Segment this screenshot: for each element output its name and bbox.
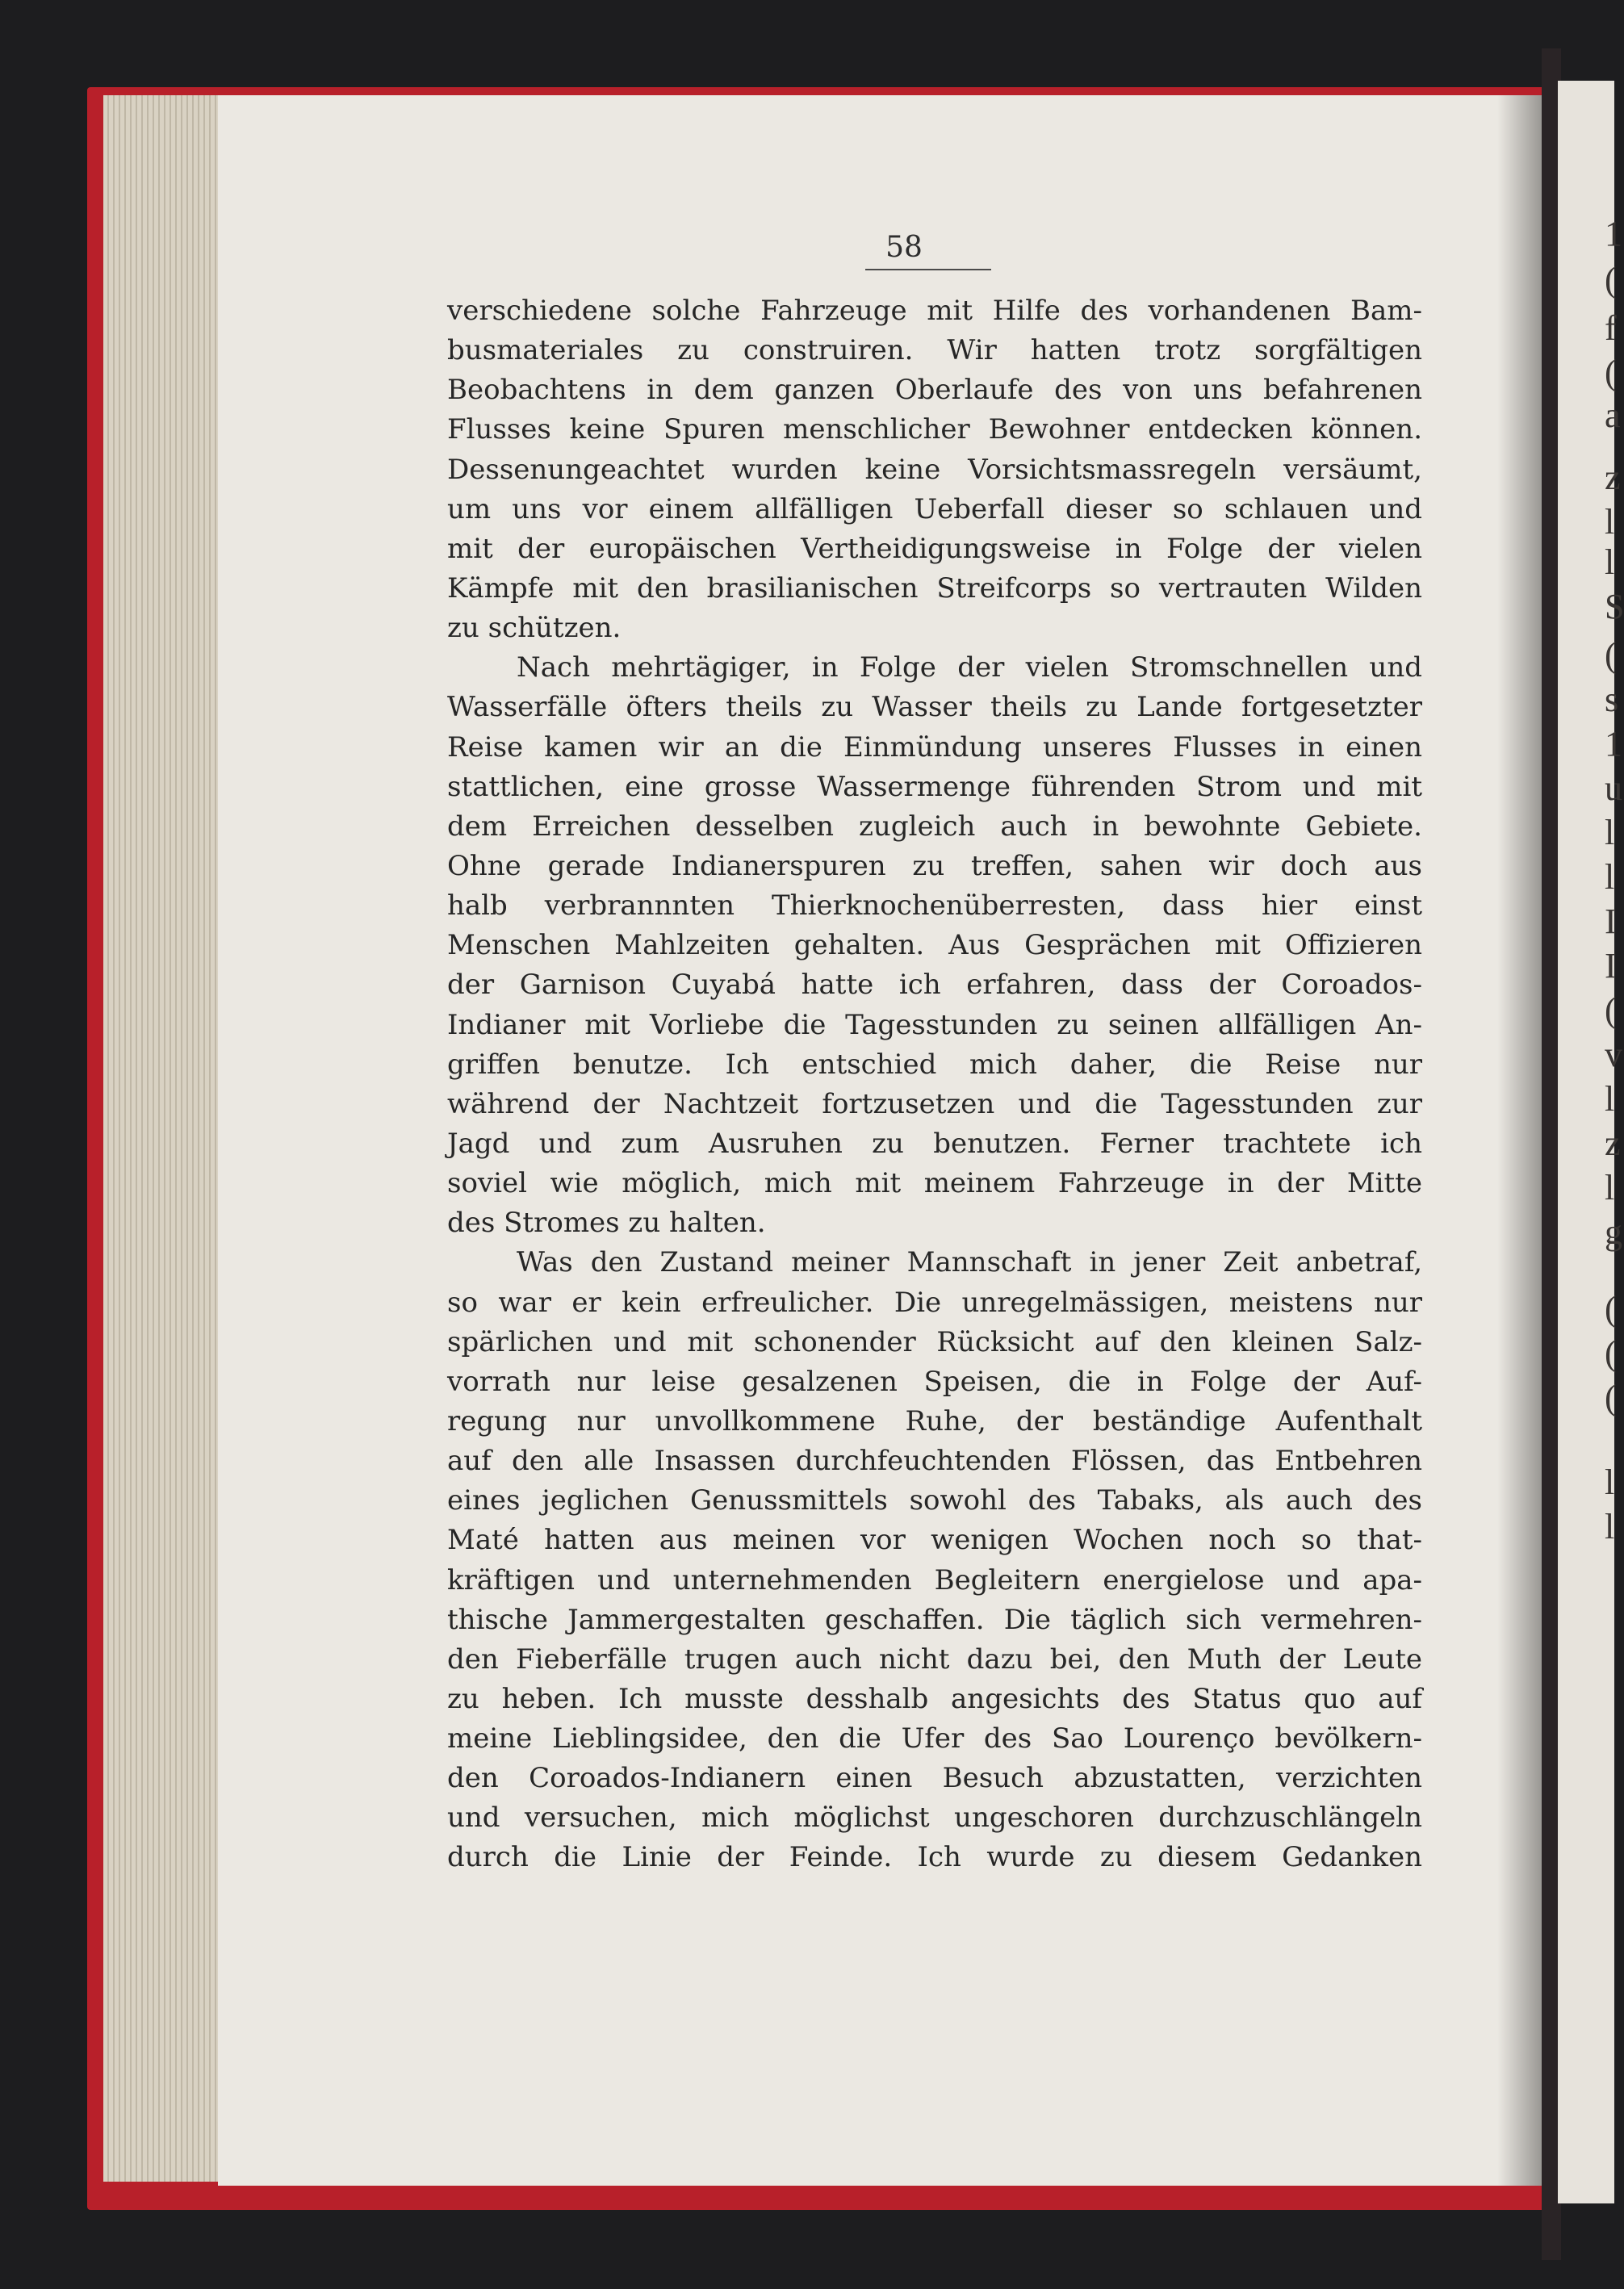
facing-page-glyph: s: [1605, 680, 1619, 719]
text-line: mit der europäischen Vertheidigungsweise in Folge der vielen: [447, 532, 1422, 565]
text-line: Ohne gerade Indianerspuren zu treffen, sahen wir doch aus: [447, 849, 1422, 882]
text-line: Was den Zustand meiner Mannschaft in jener Zeit anbetraf,: [517, 1246, 1422, 1279]
facing-page-glyph: f: [1605, 308, 1617, 348]
text-line: zu heben. Ich musste desshalb angesichts des Status quo auf: [447, 1682, 1422, 1715]
text-line: Menschen Mahlzeiten gehalten. Aus Gesprächen mit Offizieren: [447, 929, 1422, 962]
text-line: der Garnison Cuyabá hatte ich erfahren, dass der Coroados-: [447, 969, 1422, 1002]
facing-page-glyph: I: [1605, 946, 1617, 985]
text-line: verschiedene solche Fahrzeuge mit Hilfe des vorhandenen Bam-: [447, 295, 1422, 327]
text-line: auf den alle Insassen durchfeuchtenden Flössen, das Entbehren: [447, 1445, 1422, 1478]
facing-page-glyph: a: [1605, 395, 1621, 435]
text-line: Kämpfe mit den brasilianischen Streifcorps so vertrauten Wilden: [447, 571, 1422, 605]
text-line: Reise kamen wir an die Einmündung unseres Flusses in einen: [447, 730, 1422, 764]
facing-page-glyph: (: [1605, 353, 1617, 392]
page-number-rule: [865, 269, 991, 270]
text-line: halb verbrannnten Thierknochenüberresten, dass hier einst: [447, 889, 1422, 923]
facing-page-glyph: (: [1605, 1289, 1617, 1329]
text-line: regung nur unvollkommene Ruhe, der beständige Aufenthalt: [447, 1404, 1422, 1437]
facing-page-glyph: l: [1605, 502, 1615, 542]
facing-page-edge: [1558, 81, 1624, 2203]
facing-page-glyph: l: [1605, 857, 1615, 897]
text-line: Flusses keine Spuren menschlicher Bewohner entdecken können.: [447, 413, 1422, 446]
facing-page-glyph: l: [1605, 1507, 1615, 1546]
text-line: busmateriales zu construiren. Wir hatten trotz sorgfältigen: [447, 334, 1422, 367]
text-line: Wasserfälle öfters theils zu Wasser theils zu Lande fortgesetzter: [447, 691, 1422, 724]
text-line: spärlichen und mit schonender Rücksicht auf den kleinen Salz-: [447, 1325, 1422, 1358]
page-number: 58: [885, 231, 923, 264]
text-line: um uns vor einem allfälligen Ueberfall dieser so schlauen und: [447, 492, 1422, 525]
facing-page-glyph: g: [1605, 1212, 1622, 1252]
page-edges: [103, 95, 231, 2182]
text-line: Dessenungeachtet wurden keine Vorsichtsmassregeln versäumt,: [447, 453, 1422, 486]
text-line: Jagd und zum Ausruhen zu benutzen. Ferner trachtete ich: [447, 1127, 1422, 1160]
text-line: des Stromes zu halten.: [447, 1207, 766, 1240]
text-line: Indianer mit Vorliebe die Tagesstunden zu seinen allfälligen An-: [447, 1008, 1422, 1041]
text-line: stattlichen, eine grosse Wassermenge führenden Strom und mit: [447, 770, 1422, 803]
facing-page-glyph: z: [1605, 1124, 1621, 1163]
text-line: während der Nachtzeit fortzusetzen und die Tagesstunden zur: [447, 1087, 1422, 1120]
text-line: meine Lieblingsidee, den die Ufer des Sao Lourenço bevölkern-: [447, 1722, 1422, 1755]
facing-page-glyph: u: [1605, 768, 1622, 808]
body-text: [447, 291, 1422, 1878]
text-line: Beobachtens in dem ganzen Oberlaufe des von uns befahrenen: [447, 374, 1422, 407]
facing-page-glyph: l: [1605, 1079, 1615, 1119]
text-line: soviel wie möglich, mich mit meinem Fahrzeuge in der Mitte: [447, 1167, 1422, 1200]
text-line: zu schützen.: [447, 612, 622, 645]
facing-page-glyph: l: [1605, 1463, 1615, 1502]
facing-page-glyph: l: [1605, 1168, 1615, 1207]
text-line: griffen benutze. Ich entschied mich daher, die Reise nur: [447, 1048, 1422, 1081]
facing-page-glyph: S: [1605, 587, 1624, 626]
facing-page-glyph: (: [1605, 1378, 1617, 1417]
text-line: vorrath nur leise gesalzenen Speisen, die in Folge der Auf-: [447, 1365, 1422, 1398]
gutter-shadow: [1497, 95, 1542, 2186]
facing-page-glyph: I: [1605, 902, 1617, 941]
text-line: und versuchen, mich möglichst ungeschoren durchzuschlängeln: [447, 1801, 1422, 1835]
text-line: so war er kein erfreulicher. Die unregelmässigen, meistens nur: [447, 1286, 1422, 1319]
text-line: durch die Linie der Feinde. Ich wurde zu diesem Gedanken: [447, 1841, 1422, 1874]
facing-page-glyph: 1: [1605, 724, 1622, 764]
facing-page-glyph: (: [1605, 260, 1617, 299]
facing-page-glyph: l: [1605, 813, 1615, 852]
facing-page-glyph: 1: [1605, 214, 1622, 253]
text-line: den Coroados-Indianern einen Besuch abzustatten, verzichten: [447, 1762, 1422, 1795]
facing-page-glyph: z: [1605, 458, 1621, 497]
facing-page-glyph: l: [1605, 542, 1615, 582]
facing-page-glyph: (: [1605, 990, 1617, 1030]
text-line: den Fieberfälle trugen auch nicht dazu bei, den Muth der Leute: [447, 1642, 1422, 1676]
text-line: Nach mehrtägiger, in Folge der vielen Stromschnellen und: [517, 651, 1422, 684]
text-line: kräftigen und unternehmenden Begleitern energielose und apa-: [447, 1563, 1422, 1596]
facing-page-glyph: v: [1605, 1035, 1622, 1074]
text-line: thische Jammergestalten geschaffen. Die täglich sich vermehren-: [447, 1603, 1422, 1636]
facing-page-glyph: (: [1605, 635, 1617, 675]
text-line: eines jeglichen Genussmittels sowohl des Tabaks, als auch des: [447, 1484, 1422, 1517]
text-line: dem Erreichen desselben zugleich auch in bewohnte Gebiete.: [447, 810, 1422, 843]
text-line: Maté hatten aus meinen vor wenigen Wochen noch so that-: [447, 1524, 1422, 1557]
facing-page-glyph: (: [1605, 1333, 1617, 1373]
